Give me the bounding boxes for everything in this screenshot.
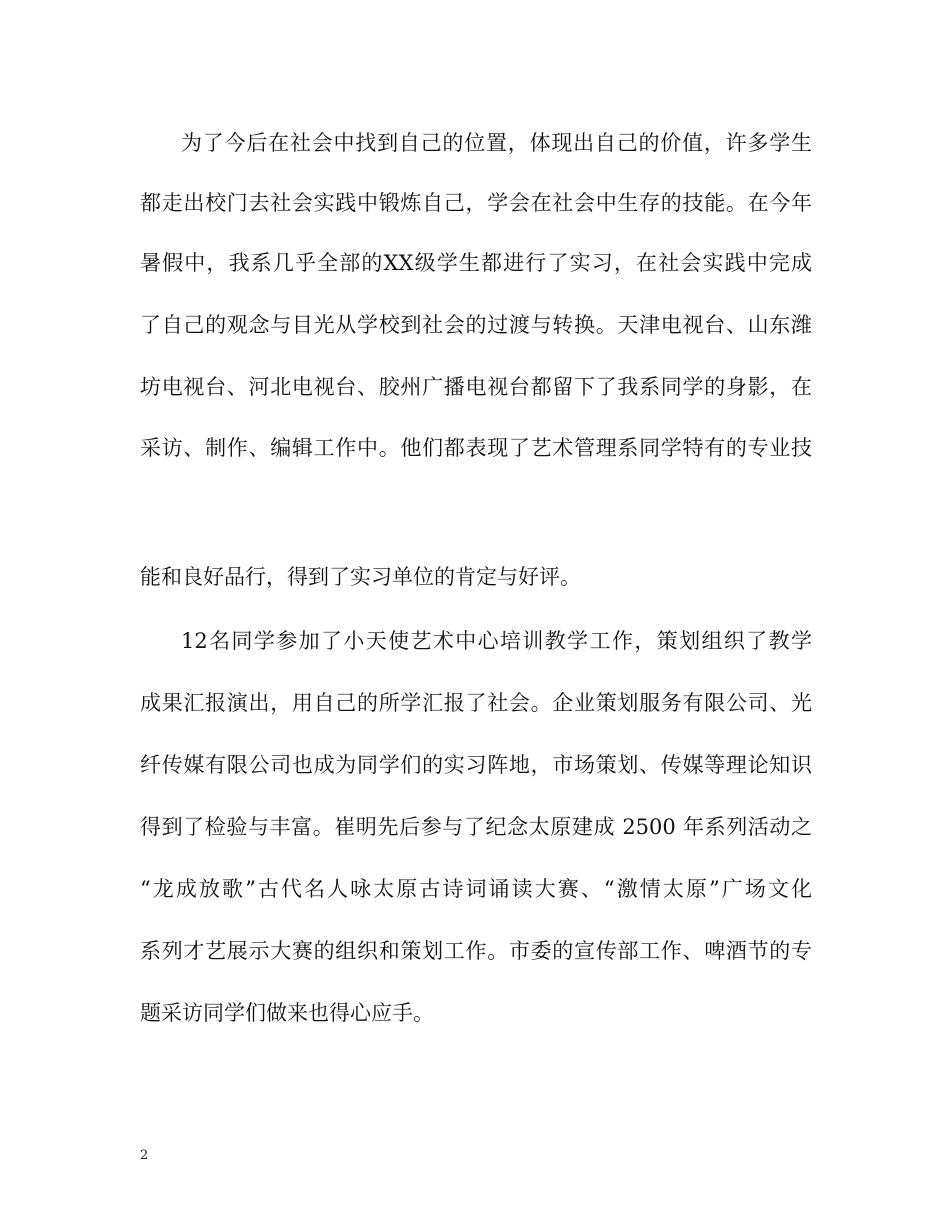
paragraph-line: 了自己的观念与目光从学校到社会的过渡与转换。天津电视台、山东潍 <box>140 313 812 337</box>
paragraph-line: 得到了检验与丰富。崔明先后参与了纪念太原建成 2500 年系列活动之 <box>140 815 812 839</box>
paragraph-line: 12名同学参加了小天使艺术中心培训教学工作，策划组织了教学 <box>181 629 812 653</box>
paragraph-line: 题采访同学们做来也得心应手。 <box>140 1001 434 1025</box>
paragraph-line: 暑假中，我系几乎全部的XX级学生都进行了实习，在社会实践中完成 <box>140 251 812 275</box>
paragraph-line: 为了今后在社会中找到自己的位置，体现出自己的价值，许多学生 <box>181 131 812 155</box>
paragraph-line: 纤传媒有限公司也成为同学们的实习阵地，市场策划、传媒等理论知识 <box>140 753 812 777</box>
paragraph-line: 坊电视台、河北电视台、胶州广播电视台都留下了我系同学的身影，在 <box>140 375 812 399</box>
page-number: 2 <box>140 1148 149 1163</box>
paragraph-line: “龙成放歌”古代名人咏太原古诗词诵读大赛、“激情太原”广场文化 <box>140 877 812 901</box>
paragraph-line: 系列才艺展示大赛的组织和策划工作。市委的宣传部工作、啤酒节的专 <box>140 939 812 963</box>
paragraph-line: 成果汇报演出，用自己的所学汇报了社会。企业策划服务有限公司、光 <box>140 691 812 715</box>
paragraph-line: 采访、制作、编辑工作中。他们都表现了艺术管理系同学特有的专业技 <box>140 436 812 460</box>
paragraph-line: 能和良好品行，得到了实习单位的肯定与好评。 <box>140 565 581 589</box>
paragraph-line: 都走出校门去社会实践中锻炼自己，学会在社会中生存的技能。在今年 <box>140 191 812 215</box>
